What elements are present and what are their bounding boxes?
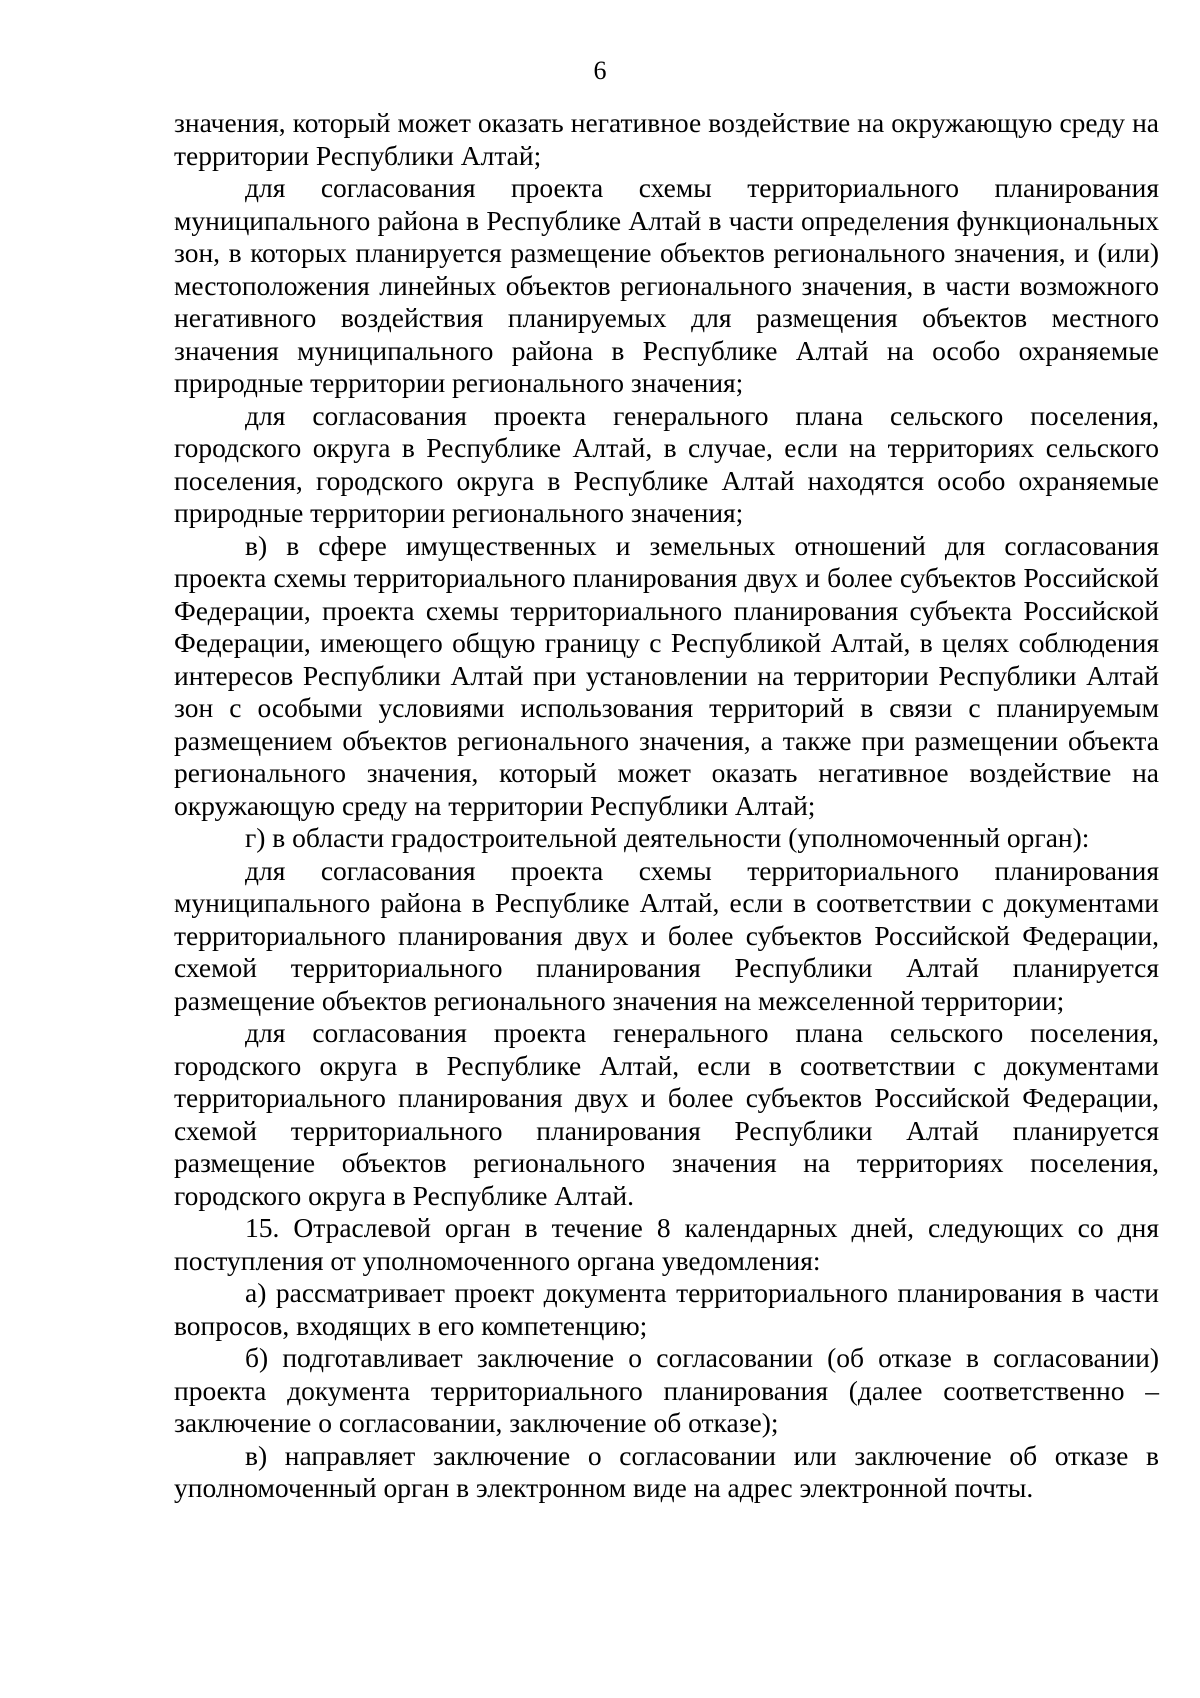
document-body bbox=[174, 107, 1159, 1505]
paragraph-territorial-scheme-municipal: для согласования проекта схемы территориального планирования муниципального района в Республике Алтай в части определения функциональных зон, в которых планируется размещение объектов регионального значения, и (или) местоположения линейных объектов регионального значения, в части возможного негативного воздействия планируемых для размещения объектов местного значения муниципального района в Республике Алтай на особо охраняемые природные территории регионального значения; bbox=[174, 172, 1159, 398]
paragraph-clause-15-b: б) подготавливает заключение о согласовании (об отказе в согласовании) проекта документа территориального планирования (далее соответственно – заключение о согласовании, заключение об отказе); bbox=[174, 1342, 1159, 1438]
paragraph-item-v-property-relations: в) в сфере имущественных и земельных отношений для согласования проекта схемы территориального планирования двух и более субъектов Российской Федерации, проекта схемы территориального планирования субъекта Российской Федерации, имеющего общую границу с Республикой Алтай, в целях соблюдения интересов Республики Алтай при установлении на территории Республики Алтай зон с особыми условиями использования территорий в связи с планируемым размещением объектов регионального значения, а также при размещении объекта регионального значения, который может оказать негативное воздействие на окружающую среду на территории Республики Алтай; bbox=[174, 529, 1159, 821]
paragraph-continuation: значения, который может оказать негативное воздействие на окружающую среду на территории Республики Алтай; bbox=[174, 107, 1159, 171]
paragraph-item-g-urban-planning: г) в области градостроительной деятельности (уполномоченный орган): bbox=[245, 822, 1090, 853]
paragraph-clause-15-v: в) направляет заключение о согласовании или заключение об отказе в уполномоченный орган в электронном виде на адрес электронной почты. bbox=[174, 1439, 1159, 1503]
paragraph-clause-15: 15. Отраслевой орган в течение 8 календарных дней, следующих со дня поступления от уполномоченного органа уведомления: bbox=[174, 1212, 1159, 1276]
paragraph-general-plan-regional-objects: для согласования проекта генерального плана сельского поселения, городского округа в Республике Алтай, если в соответствии с документами территориального планирования двух и более субъектов Российской Федерации, схемой территориального планирования Республики Алтай планируется размещение объектов регионального значения на территориях поселения, городского округа в Республике Алтай. bbox=[174, 1017, 1159, 1211]
paragraph-scheme-intersettlement: для согласования проекта схемы территориального планирования муниципального района в Республике Алтай, если в соответствии с документами территориального планирования двух и более субъектов Российской Федерации, схемой территориального планирования Республики Алтай планируется размещение объектов регионального значения на межселенной территории; bbox=[174, 854, 1159, 1016]
paragraph-clause-15-a: а) рассматривает проект документа территориального планирования в части вопросов, входящих в его компетенцию; bbox=[174, 1277, 1159, 1341]
paragraph-general-plan-protected-areas: для согласования проекта генерального плана сельского поселения, городского округа в Республике Алтай, в случае, если на территориях сельского поселения, городского округа в Республике Алтай находятся особо охраняемые природные территории регионального значения; bbox=[174, 399, 1159, 528]
page-number: 6 bbox=[593, 56, 607, 85]
